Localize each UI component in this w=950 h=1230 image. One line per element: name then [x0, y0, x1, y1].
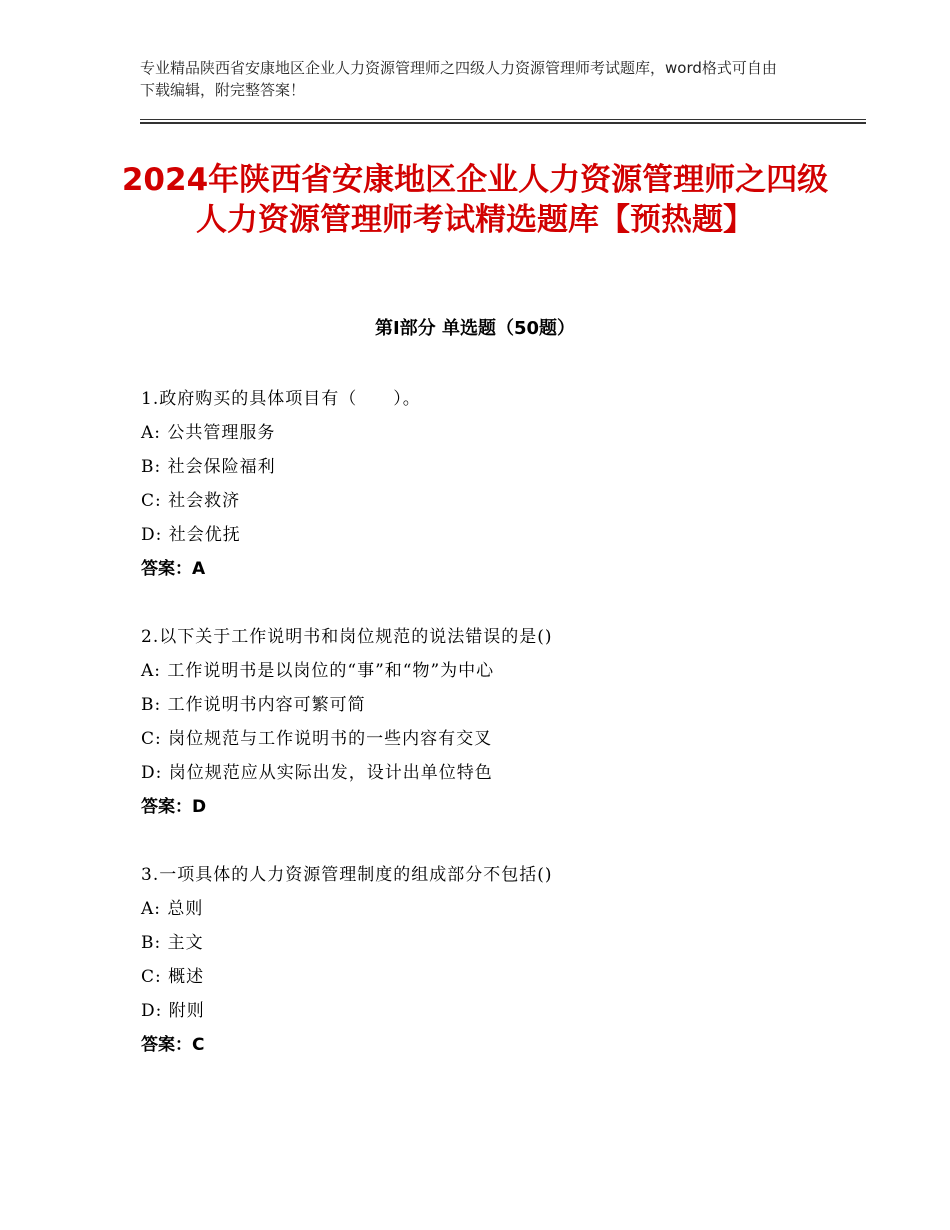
- option-a: A: 工作说明书是以岗位的“事”和“物”为中心: [141, 661, 495, 681]
- question-stem: 2.以下关于工作说明书和岗位规范的说法错误的是(): [141, 627, 553, 647]
- question-2: [141, 620, 831, 824]
- question-stem: 3.一项具体的人力资源管理制度的组成部分不包括(): [141, 865, 553, 885]
- option-b: B: 社会保险福利: [141, 457, 276, 477]
- header-divider-thick: [140, 122, 866, 124]
- header-divider-thin: [140, 119, 866, 120]
- question-1: [141, 382, 831, 586]
- option-c: C: 社会救济: [141, 491, 241, 511]
- answer-line: 答案：C: [141, 1035, 205, 1055]
- option-b: B: 主文: [141, 933, 204, 953]
- option-c: C: 岗位规范与工作说明书的一些内容有交叉: [141, 729, 493, 749]
- answer-line: 答案：A: [141, 559, 206, 579]
- option-d: D: 岗位规范应从实际出发，设计出单位特色: [141, 763, 493, 783]
- option-c: C: 概述: [141, 967, 205, 987]
- section-heading: 第Ⅰ部分 单选题（50题）: [374, 318, 575, 339]
- question-stem: 1.政府购买的具体项目有（ ）。: [141, 389, 421, 409]
- option-d: D: 社会优抚: [141, 525, 241, 545]
- answer-line: 答案：D: [141, 797, 207, 817]
- option-a: A: 公共管理服务: [141, 423, 276, 443]
- question-list: [141, 382, 831, 1096]
- option-d: D: 附则: [141, 1001, 205, 1021]
- document-title: 2024年陕西省安康地区企业人力资源管理师之四级人力资源管理师考试精选题库【预热题】: [121, 162, 829, 238]
- header-note: 专业精品陕西省安康地区企业人力资源管理师之四级人力资源管理师考试题库，word格式可自由下载编辑，附完整答案！: [140, 59, 777, 99]
- option-a: A: 总则: [141, 899, 204, 919]
- option-b: B: 工作说明书内容可繁可简: [141, 695, 366, 715]
- question-3: [141, 858, 831, 1062]
